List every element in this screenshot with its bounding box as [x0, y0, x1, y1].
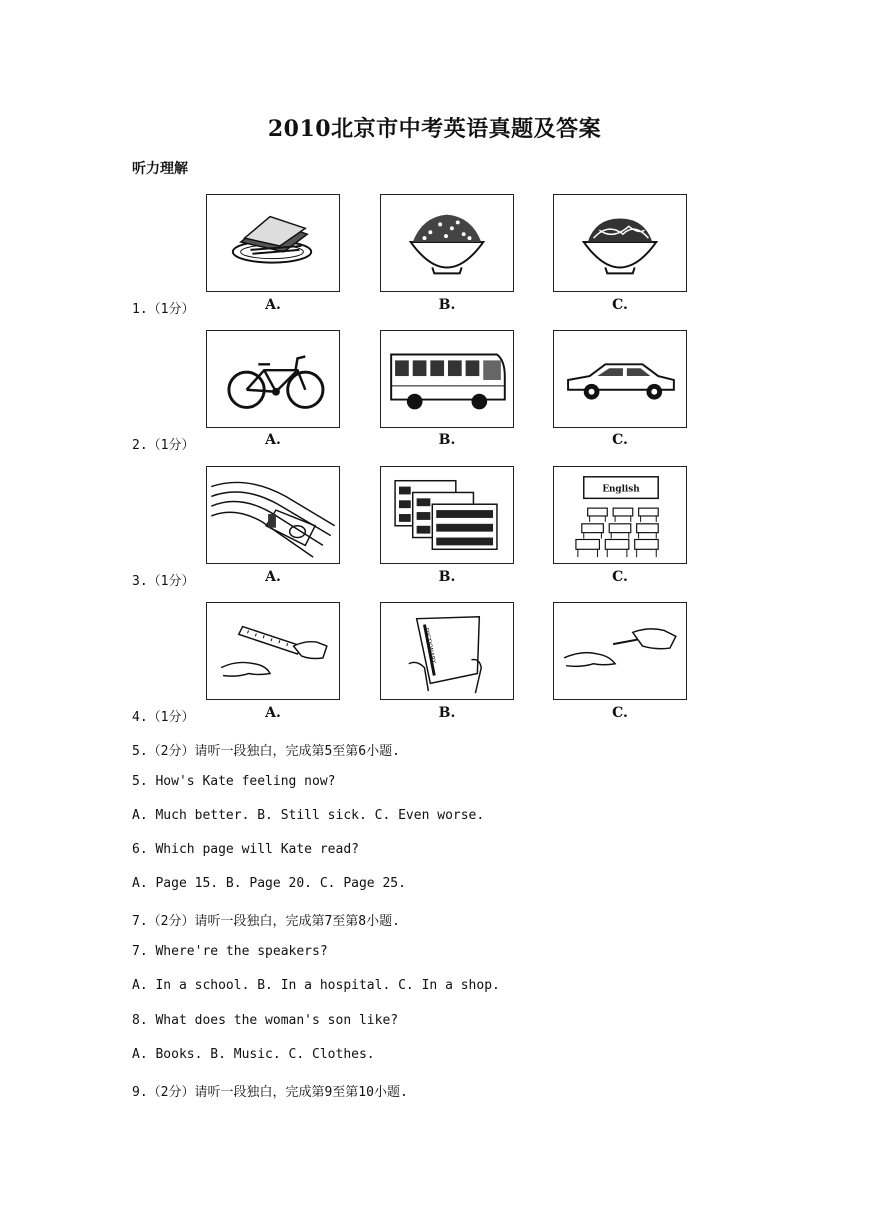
- classroom-icon: [553, 466, 687, 564]
- pen-handover-icon: [553, 602, 687, 700]
- page-title: 2010北京市中考英语真题及答案: [267, 116, 602, 142]
- option-label: B.: [438, 432, 456, 448]
- book-text: DICTIONARY: [422, 627, 436, 665]
- question-line: 5. How's Kate feeling now?: [132, 774, 336, 789]
- option-label: C.: [612, 705, 628, 721]
- answer-options-line: A. Books. B. Music. C. Clothes.: [132, 1047, 375, 1062]
- noodles-bowl-icon: [553, 194, 687, 292]
- option-label: A.: [265, 569, 281, 585]
- blackboard-text: English: [602, 484, 640, 495]
- option-label: B.: [438, 569, 456, 585]
- question-line: 8. What does the woman's son like?: [132, 1013, 399, 1028]
- option-label: A.: [265, 432, 281, 448]
- instruction-line: 5.（2分）请听一段独白，完成第5至第6小题.: [132, 744, 400, 759]
- bookshelves-icon: [380, 466, 514, 564]
- car-icon: [553, 330, 687, 428]
- question-number: 2.（1分）: [132, 438, 195, 453]
- section-heading: 听力理解: [132, 161, 188, 177]
- option-label: B.: [438, 297, 456, 313]
- option-label: C.: [612, 569, 628, 585]
- option-label: C.: [612, 297, 628, 313]
- bus-icon: [380, 330, 514, 428]
- option-label: C.: [612, 432, 628, 448]
- question-number: 3.（1分）: [132, 574, 195, 589]
- question-number: 1.（1分）: [132, 302, 195, 317]
- rice-bowl-icon: [380, 194, 514, 292]
- sandwich-icon: [206, 194, 340, 292]
- option-label: A.: [265, 705, 281, 721]
- sports-field-icon: [206, 466, 340, 564]
- instruction-line: 7.（2分）请听一段独白，完成第7至第8小题.: [132, 914, 400, 929]
- ruler-handover-icon: [206, 602, 340, 700]
- option-label: A.: [265, 297, 281, 313]
- question-line: 7. Where're the speakers?: [132, 944, 328, 959]
- dictionary-icon: [380, 602, 514, 700]
- bicycle-icon: [206, 330, 340, 428]
- answer-options-line: A. In a school. B. In a hospital. C. In a shop.: [132, 978, 500, 993]
- answer-options-line: A. Page 15. B. Page 20. C. Page 25.: [132, 876, 406, 891]
- question-number: 4.（1分）: [132, 710, 195, 725]
- option-label: B.: [438, 705, 456, 721]
- question-line: 6. Which page will Kate read?: [132, 842, 359, 857]
- instruction-line: 9.（2分）请听一段独白，完成第9至第10小题.: [132, 1085, 408, 1100]
- answer-options-line: A. Much better. B. Still sick. C. Even worse.: [132, 808, 485, 823]
